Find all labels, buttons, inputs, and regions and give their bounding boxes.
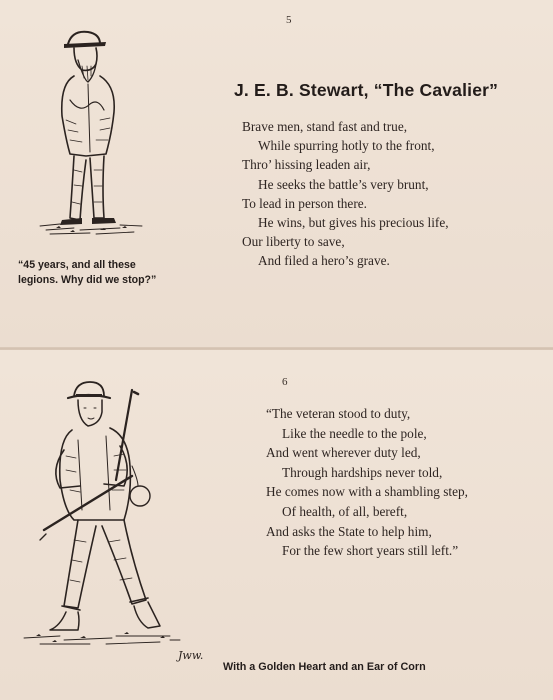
poem-line: And asks the State to help him, <box>266 523 432 539</box>
poem-line: Thro’ hissing leaden air, <box>242 157 371 173</box>
poem-line: Through hardships never told, <box>282 464 443 480</box>
page-5 <box>0 0 553 348</box>
poem-line: He seeks the battle’s very brunt, <box>258 176 429 192</box>
poem-line: He wins, but gives his precious life, <box>258 215 449 231</box>
poem-line: And went wherever duty led, <box>266 445 421 461</box>
poem-title: J. E. B. Stewart, “The Cavalier” <box>234 80 499 100</box>
poem-stanza <box>266 404 468 561</box>
poem-line: “The veteran stood to duty, <box>266 406 411 421</box>
poem-line: He comes now with a shambling step, <box>266 484 469 500</box>
poem-line: And filed a hero’s grave. <box>258 253 390 269</box>
poem-line: To lead in person there. <box>242 195 367 211</box>
page-number: 6 <box>282 376 288 388</box>
poem-line: For the few short years still left.” <box>282 543 459 559</box>
artist-signature: Jww. <box>178 649 204 662</box>
page-number: 5 <box>286 14 292 26</box>
poem-stanza <box>242 117 449 271</box>
illustration-caption: With a Golden Heart and an Ear of Corn <box>223 661 426 673</box>
poem-line: Brave men, stand fast and true, <box>242 119 408 134</box>
poem-line: While spurring hotly to the front, <box>258 138 435 154</box>
standing-old-man-illustration-icon <box>30 20 150 250</box>
poem-line: Like the needle to the pole, <box>282 425 427 441</box>
veteran-with-rifle-illustration-icon <box>20 370 220 670</box>
poem-line: Our liberty to save, <box>242 234 345 250</box>
poem-line: Of health, of all, bereft, <box>282 503 408 519</box>
illustration-caption: “45 years, and all these legions. Why did we stop?” <box>18 259 157 286</box>
